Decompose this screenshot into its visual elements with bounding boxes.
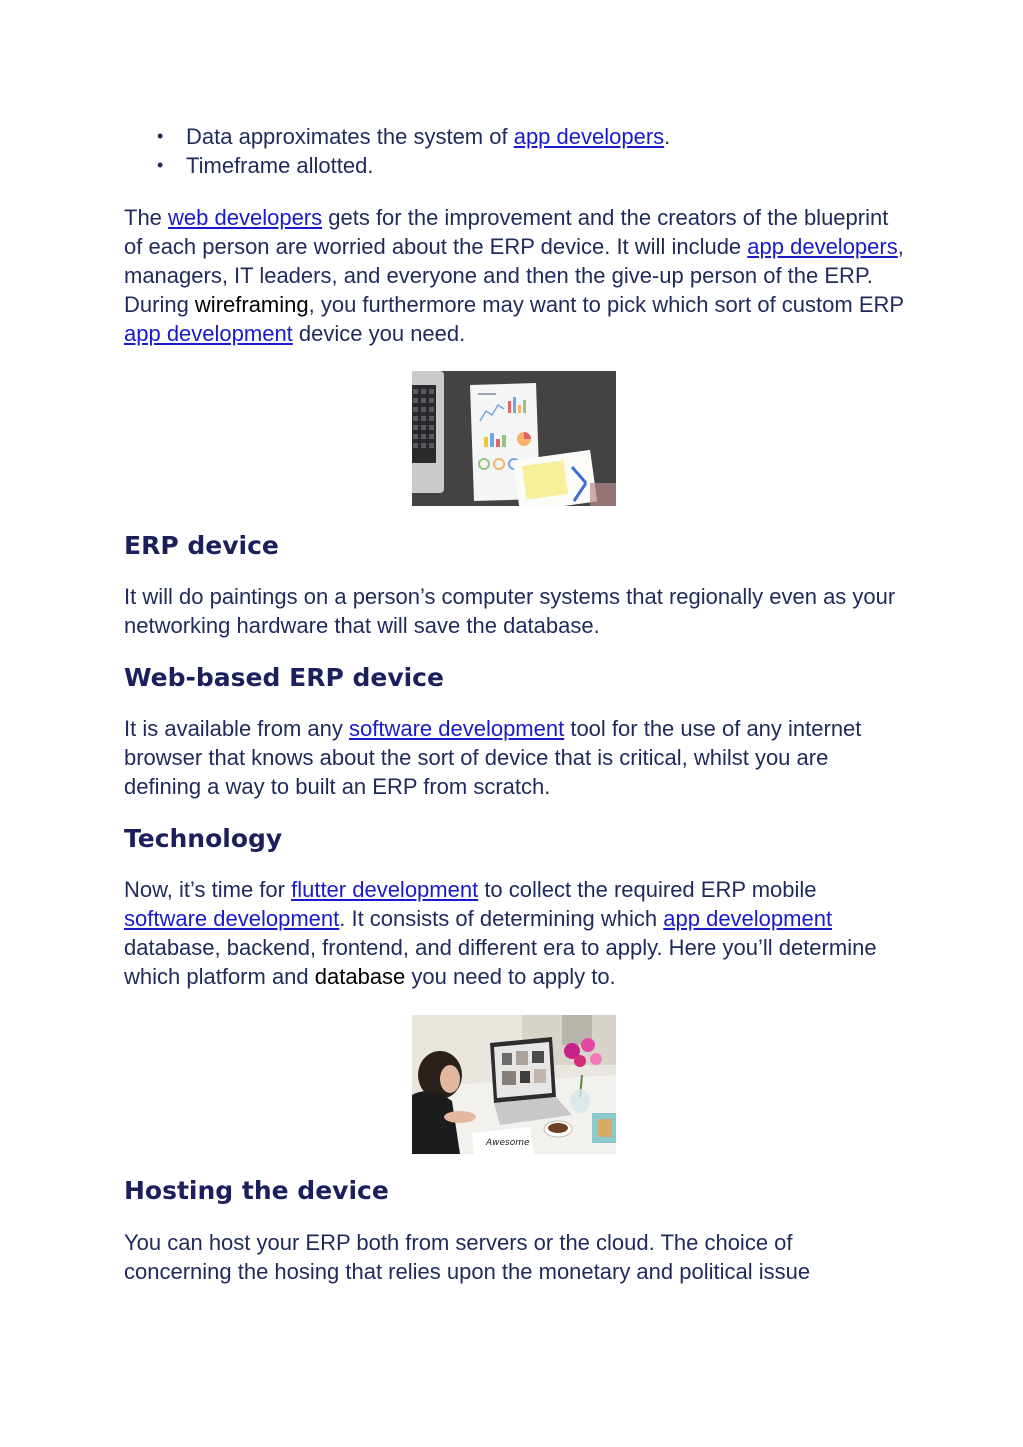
woman-laptop-photo xyxy=(412,1015,616,1154)
web-erp-paragraph: It is available from any software development tool for the use of any internet browser that knows about the sort of device that is critical, whilst you are defining a way to built an ERP from scratch. xyxy=(124,716,862,799)
software-development-link[interactable]: software development xyxy=(124,906,340,931)
svg-text:Awesome: Awesome xyxy=(486,1138,530,1148)
laptop-icon xyxy=(412,371,444,493)
section-heading: Web-based ERP device xyxy=(124,663,444,692)
app-developers-link[interactable]: app developers xyxy=(747,234,898,259)
software-development-link[interactable]: software development xyxy=(348,716,565,741)
section-heading: Hosting the device xyxy=(124,1176,389,1205)
hosting-paragraph: You can host your ERP both from servers or the cloud. The choice of concerning the hosing that relies upon the monetary and political issue xyxy=(124,1230,811,1284)
technology-paragraph: Now, it’s time for flutter development to collect the required ERP mobile software development. It consists of determining which app development database, backend, frontend, and different era to apply. Here you’ll determine which platform and database you need to apply to. xyxy=(124,877,877,989)
app-development-link[interactable]: app development xyxy=(663,906,833,931)
flutter-development-link[interactable]: flutter development xyxy=(291,877,479,902)
intro-paragraph: The web developers gets for the improvement and the creators of the blueprint of each person are worried about the ERP device. It will include app developers, managers, IT leaders, and everyone and then the give-up person of the ERP. During wireframing, you furthermore may want to pick which sort of custom ERP app development device you need. xyxy=(124,205,904,346)
section-heading: Technology xyxy=(124,824,283,853)
list-item: • Timeframe allotted. xyxy=(124,151,904,180)
bullet-list xyxy=(124,122,904,180)
document-page xyxy=(124,122,904,1286)
erp-paragraph: It will do paintings on a person’s computer systems that regionally even as your networking hardware that will save the database. xyxy=(124,584,896,638)
app-development-link[interactable]: app development xyxy=(124,321,293,346)
analytics-desk-photo xyxy=(412,371,616,506)
mug-icon xyxy=(544,1121,572,1137)
section-heading: ERP device xyxy=(124,531,279,560)
app-developers-link[interactable]: app developers xyxy=(513,124,665,149)
list-item: • Data approximates the system of app developers. xyxy=(124,122,904,151)
web-developers-link[interactable]: web developers xyxy=(168,205,323,230)
